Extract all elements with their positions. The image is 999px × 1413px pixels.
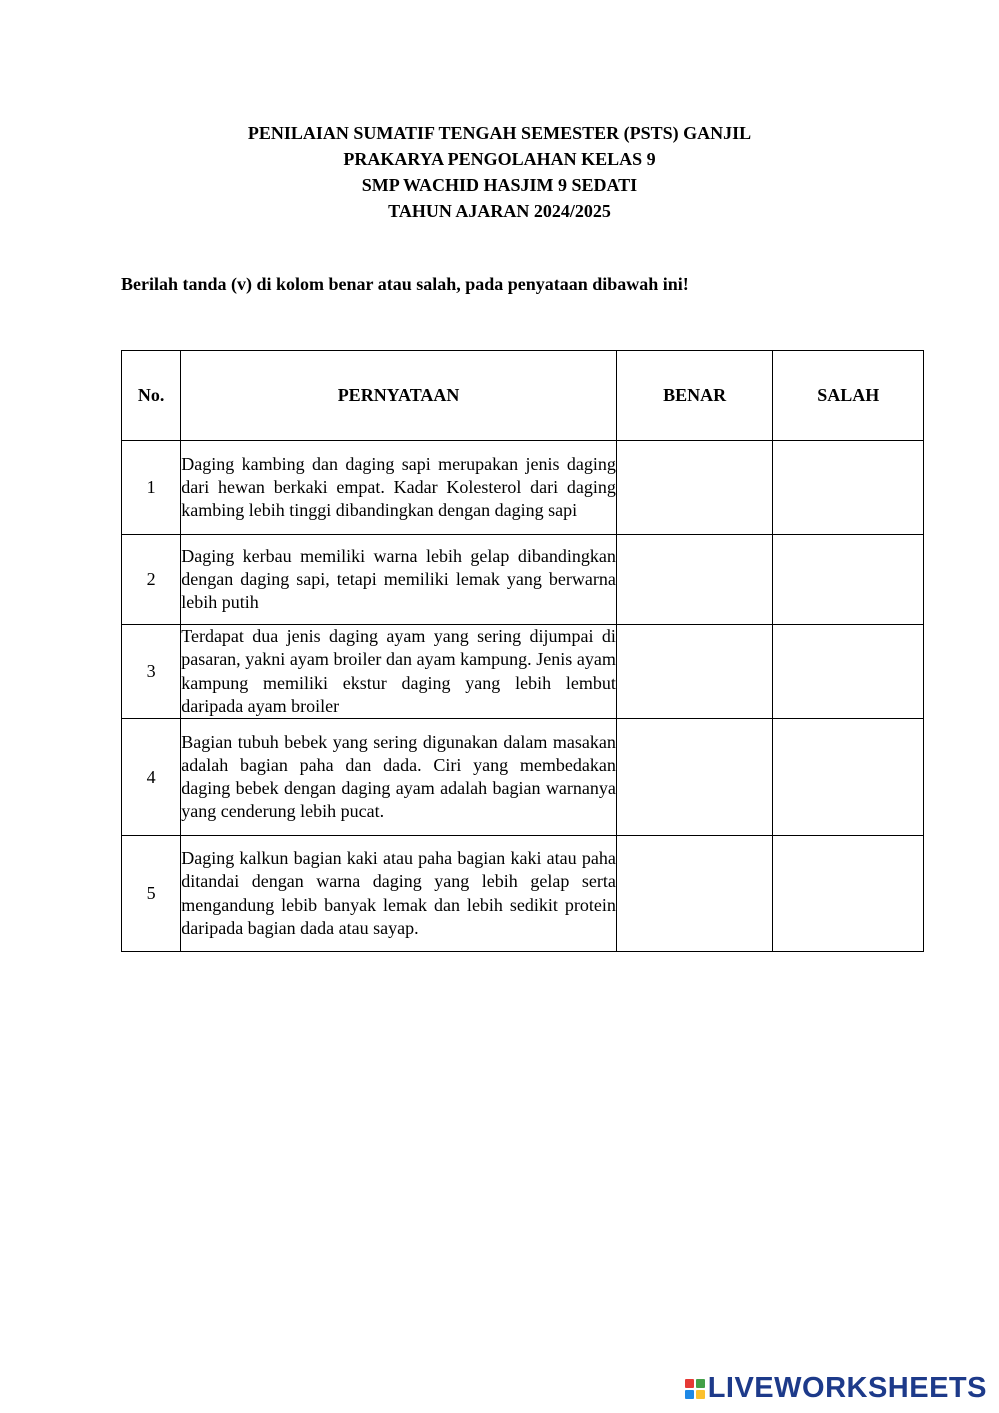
false-answer-cell[interactable] bbox=[773, 535, 924, 625]
logo-square-red bbox=[685, 1379, 694, 1388]
liveworksheets-logo-icon bbox=[685, 1379, 705, 1399]
logo-square-blue bbox=[685, 1390, 694, 1399]
table-row bbox=[122, 719, 924, 836]
row-number: 3 bbox=[122, 625, 181, 719]
header-subject: PRAKARYA PENGOLAHAN KELAS 9 bbox=[343, 149, 656, 169]
true-answer-cell[interactable] bbox=[616, 625, 773, 719]
header-true: BENAR bbox=[616, 351, 773, 441]
true-answer-cell[interactable] bbox=[616, 535, 773, 625]
header-school: SMP WACHID HASJIM 9 SEDATI bbox=[361, 175, 638, 195]
liveworksheets-watermark bbox=[685, 1372, 987, 1405]
header-no: No. bbox=[122, 351, 181, 441]
instruction-text: Berilah tanda (v) di kolom benar atau salah, pada penyataan dibawah ini! bbox=[121, 274, 689, 294]
table-row bbox=[122, 441, 924, 535]
false-answer-cell[interactable] bbox=[773, 719, 924, 836]
false-answer-cell[interactable] bbox=[773, 836, 924, 952]
row-statement: Daging kambing dan daging sapi merupakan jenis daging dari hewan berkaki empat. Kadar Kolesterol dari daging kambing lebih tinggi dibandingkan dengan daging sapi bbox=[181, 441, 617, 535]
header-title: PENILAIAN SUMATIF TENGAH SEMESTER (PSTS) GANJIL bbox=[247, 123, 752, 143]
row-statement: Terdapat dua jenis daging ayam yang sering dijumpai di pasaran, yakni ayam broiler dan ayam kampung. Jenis ayam kampung memiliki ekstur daging yang lebih lembut daripada ayam broiler bbox=[181, 625, 617, 719]
row-number: 1 bbox=[122, 441, 181, 535]
row-number: 4 bbox=[122, 719, 181, 836]
false-answer-cell[interactable] bbox=[773, 441, 924, 535]
true-answer-cell[interactable] bbox=[616, 836, 773, 952]
true-answer-cell[interactable] bbox=[616, 719, 773, 836]
logo-square-yellow bbox=[696, 1390, 705, 1399]
row-number: 5 bbox=[122, 836, 181, 952]
logo-square-green bbox=[696, 1379, 705, 1388]
question-table bbox=[121, 350, 924, 952]
watermark-text: LIVEWORKSHEETS bbox=[707, 1372, 987, 1404]
header-false: SALAH bbox=[773, 351, 924, 441]
table-row bbox=[122, 625, 924, 719]
row-statement: Daging kalkun bagian kaki atau paha bagian kaki atau paha ditandai dengan warna daging yang lebih gelap serta mengandung lebib banyak lemak dan lebih sedikit protein daripada bagian dada atau sayap. bbox=[181, 836, 617, 952]
table-row bbox=[122, 836, 924, 952]
true-answer-cell[interactable] bbox=[616, 441, 773, 535]
header-statement: PERNYATAAN bbox=[181, 351, 617, 441]
false-answer-cell[interactable] bbox=[773, 625, 924, 719]
header-year: TAHUN AJARAN 2024/2025 bbox=[388, 201, 611, 221]
table-row bbox=[122, 535, 924, 625]
table-header-row bbox=[122, 351, 924, 441]
row-statement: Bagian tubuh bebek yang sering digunakan dalam masakan adalah bagian paha dan dada. Ciri yang membedakan daging bebek dengan daging ayam adalah bagian warnanya yang cenderung lebih pucat. bbox=[181, 719, 617, 836]
row-statement: Daging kerbau memiliki warna lebih gelap dibandingkan dengan daging sapi, tetapi memiliki lemak yang berwarna lebih putih bbox=[181, 535, 617, 625]
row-number: 2 bbox=[122, 535, 181, 625]
document-header bbox=[0, 120, 999, 224]
